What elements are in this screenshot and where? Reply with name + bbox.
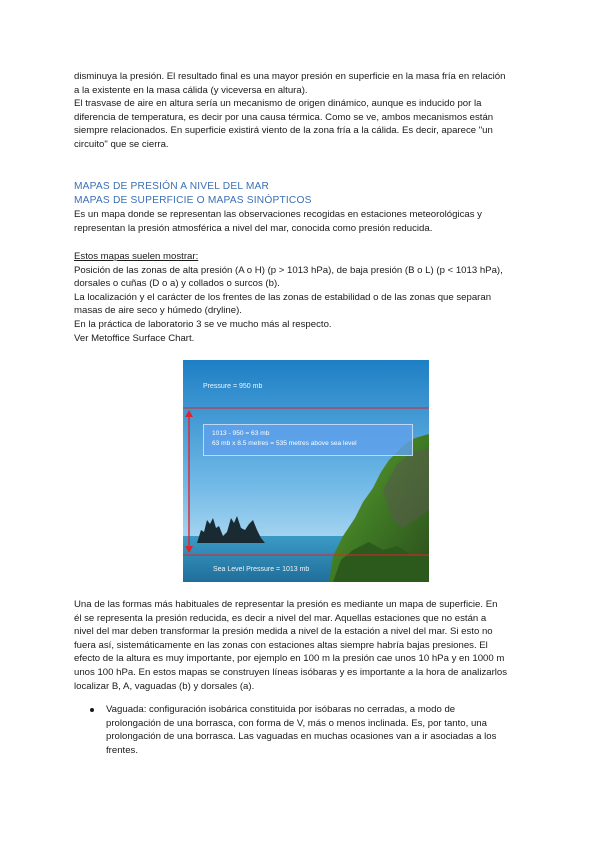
pressure-top-label: Pressure = 950 mb — [203, 383, 263, 390]
text-line: representan la presión atmosférica a nivel del mar, conocida como presión reducida. — [74, 222, 433, 234]
text-line: La localización y el carácter de los frentes de las zonas de estabilidad o de las zonas que separan — [74, 291, 492, 303]
paragraph-surface-map — [74, 598, 527, 693]
text-line: En la práctica de laboratorio 3 se ve mucho más al respecto. — [74, 318, 332, 330]
text-line: El trasvase de aire en altura sería un mecanismo de origen dinámico, aunque es inducido por la — [74, 98, 482, 110]
text-line: siempre relacionados. En superficie existirá viento de la zona fría a la cálida. Es decir, aparece "un — [74, 125, 493, 137]
text-line: Es un mapa donde se representan las observaciones recogidas en estaciones meteorológicas y — [74, 209, 482, 220]
text-line: disminuya la presión. El resultado final es una mayor presión en superficie en la masa fría en relación — [74, 71, 506, 82]
calculation-box — [203, 424, 413, 456]
text-line: frentes. — [106, 744, 138, 756]
text-line: prolongación de una borrasca. Las vaguadas en muchas ocasiones van a ir asociadas a los — [106, 731, 497, 743]
text-line: fuera así, sistemáticamente en las zonas con estaciones altas siempre habría bajas presiones. El — [74, 639, 488, 651]
bullet-list — [90, 703, 527, 757]
section-heading — [74, 180, 527, 207]
heading-mapas-presion: MAPAS DE PRESIÓN A NIVEL DEL MAR — [74, 181, 270, 192]
subheading: Estos mapas suelen mostrar: — [74, 251, 199, 262]
paragraph-map-contents — [74, 250, 527, 345]
heading-mapas-superficie: MAPAS DE SUPERFICIE O MAPAS SINÓPTICOS — [74, 194, 312, 206]
text-line: Una de las formas más habituales de representar la presión es mediante un mapa de superficie. En — [74, 599, 498, 610]
text-line: Vaguada: configuración isobárica constituida por isóbaras no cerradas, a modo de — [106, 704, 456, 715]
text-line: masas de aire seco y húmedo (dryline). — [74, 305, 242, 317]
paragraph-intro — [74, 70, 527, 152]
text-line: él se representa la presión reducida, es decir a nivel del mar. Aquellas estaciones que no están a — [74, 612, 487, 624]
text-line: localizar B, A, vaguadas (b) y dorsales (a). — [74, 680, 255, 692]
photo-illustration — [183, 360, 429, 582]
text-line: nivel del mar deben transformar la presión medida a nivel de la estación a nivel del mar. Si esto no — [74, 626, 493, 638]
text-line: dorsales o cuñas (D o a) y collados o surcos (b). — [74, 278, 280, 290]
text-line: a la existente en la masa cálida (y viceversa en altura). — [74, 84, 308, 96]
pressure-altitude-photo — [183, 360, 429, 582]
text-line: circuito" que se cierra. — [74, 138, 169, 150]
text-line: efecto de la altura es muy importante, por ejemplo en 100 m la presión cae unos 10 hPa y en 1000 m — [74, 653, 505, 665]
calc-line-2: 63 mb x 8.5 metres = 535 metres above sea level — [212, 440, 357, 447]
text-line: Ver Metoffice Surface Chart. — [74, 332, 195, 344]
text-line: Posición de las zonas de alta presión (A o H) (p > 1013 hPa), de baja presión (B o L) (p < 1013 hPa), — [74, 264, 503, 276]
bullet-icon — [90, 708, 94, 712]
calc-line-1: 1013 - 950 = 63 mb — [212, 430, 270, 437]
paragraph-definition — [74, 208, 527, 235]
text-line: diferencia de temperatura, es decir por una causa térmica. Como se ve, ambos mecanismos están — [74, 111, 494, 123]
list-item-text — [106, 703, 527, 757]
list-item — [90, 703, 527, 757]
text-line: unos 100 hPa. En estos mapas se construyen líneas isóbaras y es importante a la hora de analizarlos — [74, 666, 508, 678]
sea-level-label: Sea Level Pressure = 1013 mb — [213, 566, 310, 573]
text-line: prolongación de una borrasca, con forma de V, más o menos inclinada. Es, por tanto, una — [106, 717, 487, 729]
